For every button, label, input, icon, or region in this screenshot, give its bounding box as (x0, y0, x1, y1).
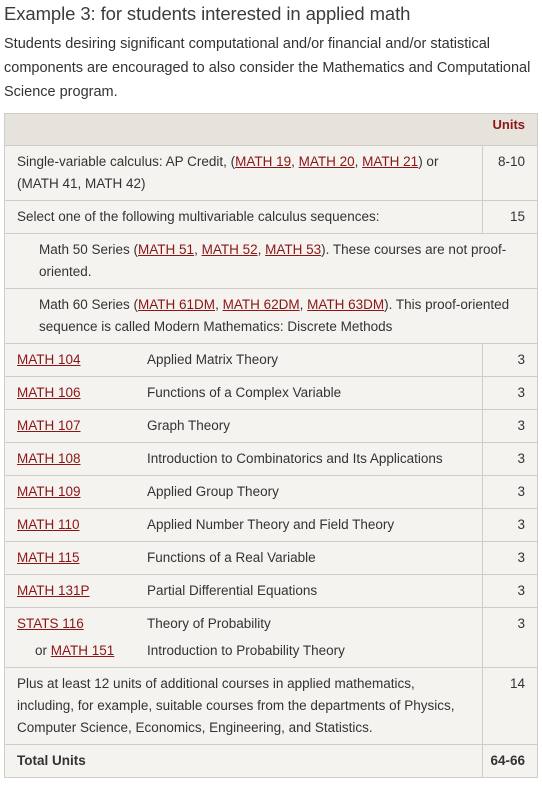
course-title: Applied Number Theory and Field Theory (147, 517, 395, 532)
course-title: Introduction to Probability Theory (147, 643, 345, 658)
section-heading: Example 3: for students interested in applied math (4, 3, 411, 24)
additional-courses-row (5, 668, 538, 745)
course-title: Functions of a Real Variable (147, 550, 316, 565)
course-units: 3 (483, 377, 538, 410)
units-column-header: Units (5, 114, 538, 146)
course-link-math-19[interactable]: MATH 19 (235, 154, 292, 169)
course-link-math-62dm[interactable]: MATH 62DM (222, 297, 300, 312)
calculus-description: Single-variable calculus: AP Credit, (MATH 19, MATH 20, MATH 21) or (MATH 41, MATH 42) (5, 146, 483, 201)
course-title: Applied Matrix Theory (147, 352, 279, 367)
course-link-math-51[interactable]: MATH 51 (138, 242, 195, 257)
total-row (5, 745, 538, 778)
course-title: Graph Theory (147, 418, 231, 433)
course-units: 3 (483, 443, 538, 476)
course-link-math-110[interactable]: MATH 110 (17, 517, 80, 532)
course-units: 3 (483, 608, 538, 668)
course-link-math-21[interactable]: MATH 21 (362, 154, 419, 169)
table-row (5, 410, 538, 443)
series-60-description: Math 60 Series (MATH 61DM, MATH 62DM, MATH 63DM). This proof-oriented sequence is called Modern Mathematics: Discrete Methods (5, 289, 538, 344)
course-link-math-104[interactable]: MATH 104 (17, 352, 81, 367)
course-link-math-53[interactable]: MATH 53 (265, 242, 322, 257)
calculus-suffix: ) or (MATH 41, MATH 42) (17, 154, 439, 191)
series-60-suffix: ). This proof-oriented sequence is called Modern Mathematics: Discrete Methods (39, 297, 510, 334)
multivariable-units: 15 (483, 201, 538, 234)
course-link-math-108[interactable]: MATH 108 (17, 451, 81, 466)
total-label: Total Units (5, 745, 483, 778)
series-50-row (5, 234, 538, 289)
course-link-math-20[interactable]: MATH 20 (298, 154, 355, 169)
series-50-prefix: Math 50 Series ( (39, 242, 139, 257)
course-link-math-107[interactable]: MATH 107 (17, 418, 81, 433)
course-units: 3 (483, 575, 538, 608)
course-units: 3 (483, 410, 538, 443)
course-link-math-52[interactable]: MATH 52 (201, 242, 258, 257)
table-row (5, 542, 538, 575)
course-units: 3 (483, 542, 538, 575)
course-units: 3 (483, 344, 538, 377)
table-row (5, 509, 538, 542)
additional-courses-units: 14 (483, 668, 538, 745)
table-row (5, 344, 538, 377)
calculus-row (5, 146, 538, 201)
course-link-math-109[interactable]: MATH 109 (17, 484, 81, 499)
course-title: Introduction to Combinatorics and Its Applications (147, 451, 443, 466)
total-units: 64-66 (483, 745, 538, 778)
additional-courses-description: Plus at least 12 units of additional courses in applied mathematics, including, for example, suitable courses from the departments of Physics, Computer Science, Economics, Engineering, and Statistics. (5, 668, 483, 745)
or-label: or (35, 643, 48, 658)
stats-row (5, 608, 538, 668)
calculus-prefix: Single-variable calculus: AP Credit, ( (17, 154, 236, 169)
table-row (5, 377, 538, 410)
course-units: 3 (483, 509, 538, 542)
course-title: Applied Group Theory (147, 484, 279, 499)
course-link-stats-116[interactable]: STATS 116 (17, 616, 84, 631)
multivariable-description: Select one of the following multivariable calculus sequences: (5, 201, 483, 234)
table-row (5, 575, 538, 608)
course-link-math-106[interactable]: MATH 106 (17, 385, 81, 400)
course-title: Functions of a Complex Variable (147, 385, 342, 400)
multivariable-row (5, 201, 538, 234)
course-title: Theory of Probability (147, 616, 271, 631)
series-60-row (5, 289, 538, 344)
series-50-suffix: ). These courses are not proof-oriented. (39, 242, 507, 279)
intro-paragraph: Students desiring significant computational and/or financial and/or statistical components are encouraged to also consider the Mathematics and Computational Science program. (4, 36, 531, 100)
table-row (5, 443, 538, 476)
course-link-math-61dm[interactable]: MATH 61DM (138, 297, 216, 312)
table-header-row (5, 114, 538, 146)
course-units: 3 (483, 476, 538, 509)
course-link-math-131p[interactable]: MATH 131P (17, 583, 90, 598)
course-link-math-115[interactable]: MATH 115 (17, 550, 80, 565)
calculus-units: 8-10 (483, 146, 538, 201)
series-60-prefix: Math 60 Series ( (39, 297, 139, 312)
course-link-math-151[interactable]: MATH 151 (50, 643, 115, 658)
requirements-table (4, 113, 538, 778)
course-link-math-63dm[interactable]: MATH 63DM (307, 297, 385, 312)
table-row (5, 476, 538, 509)
course-title: Partial Differential Equations (147, 583, 318, 598)
series-50-description: Math 50 Series (MATH 51, MATH 52, MATH 53). These courses are not proof-oriented. (5, 234, 538, 289)
